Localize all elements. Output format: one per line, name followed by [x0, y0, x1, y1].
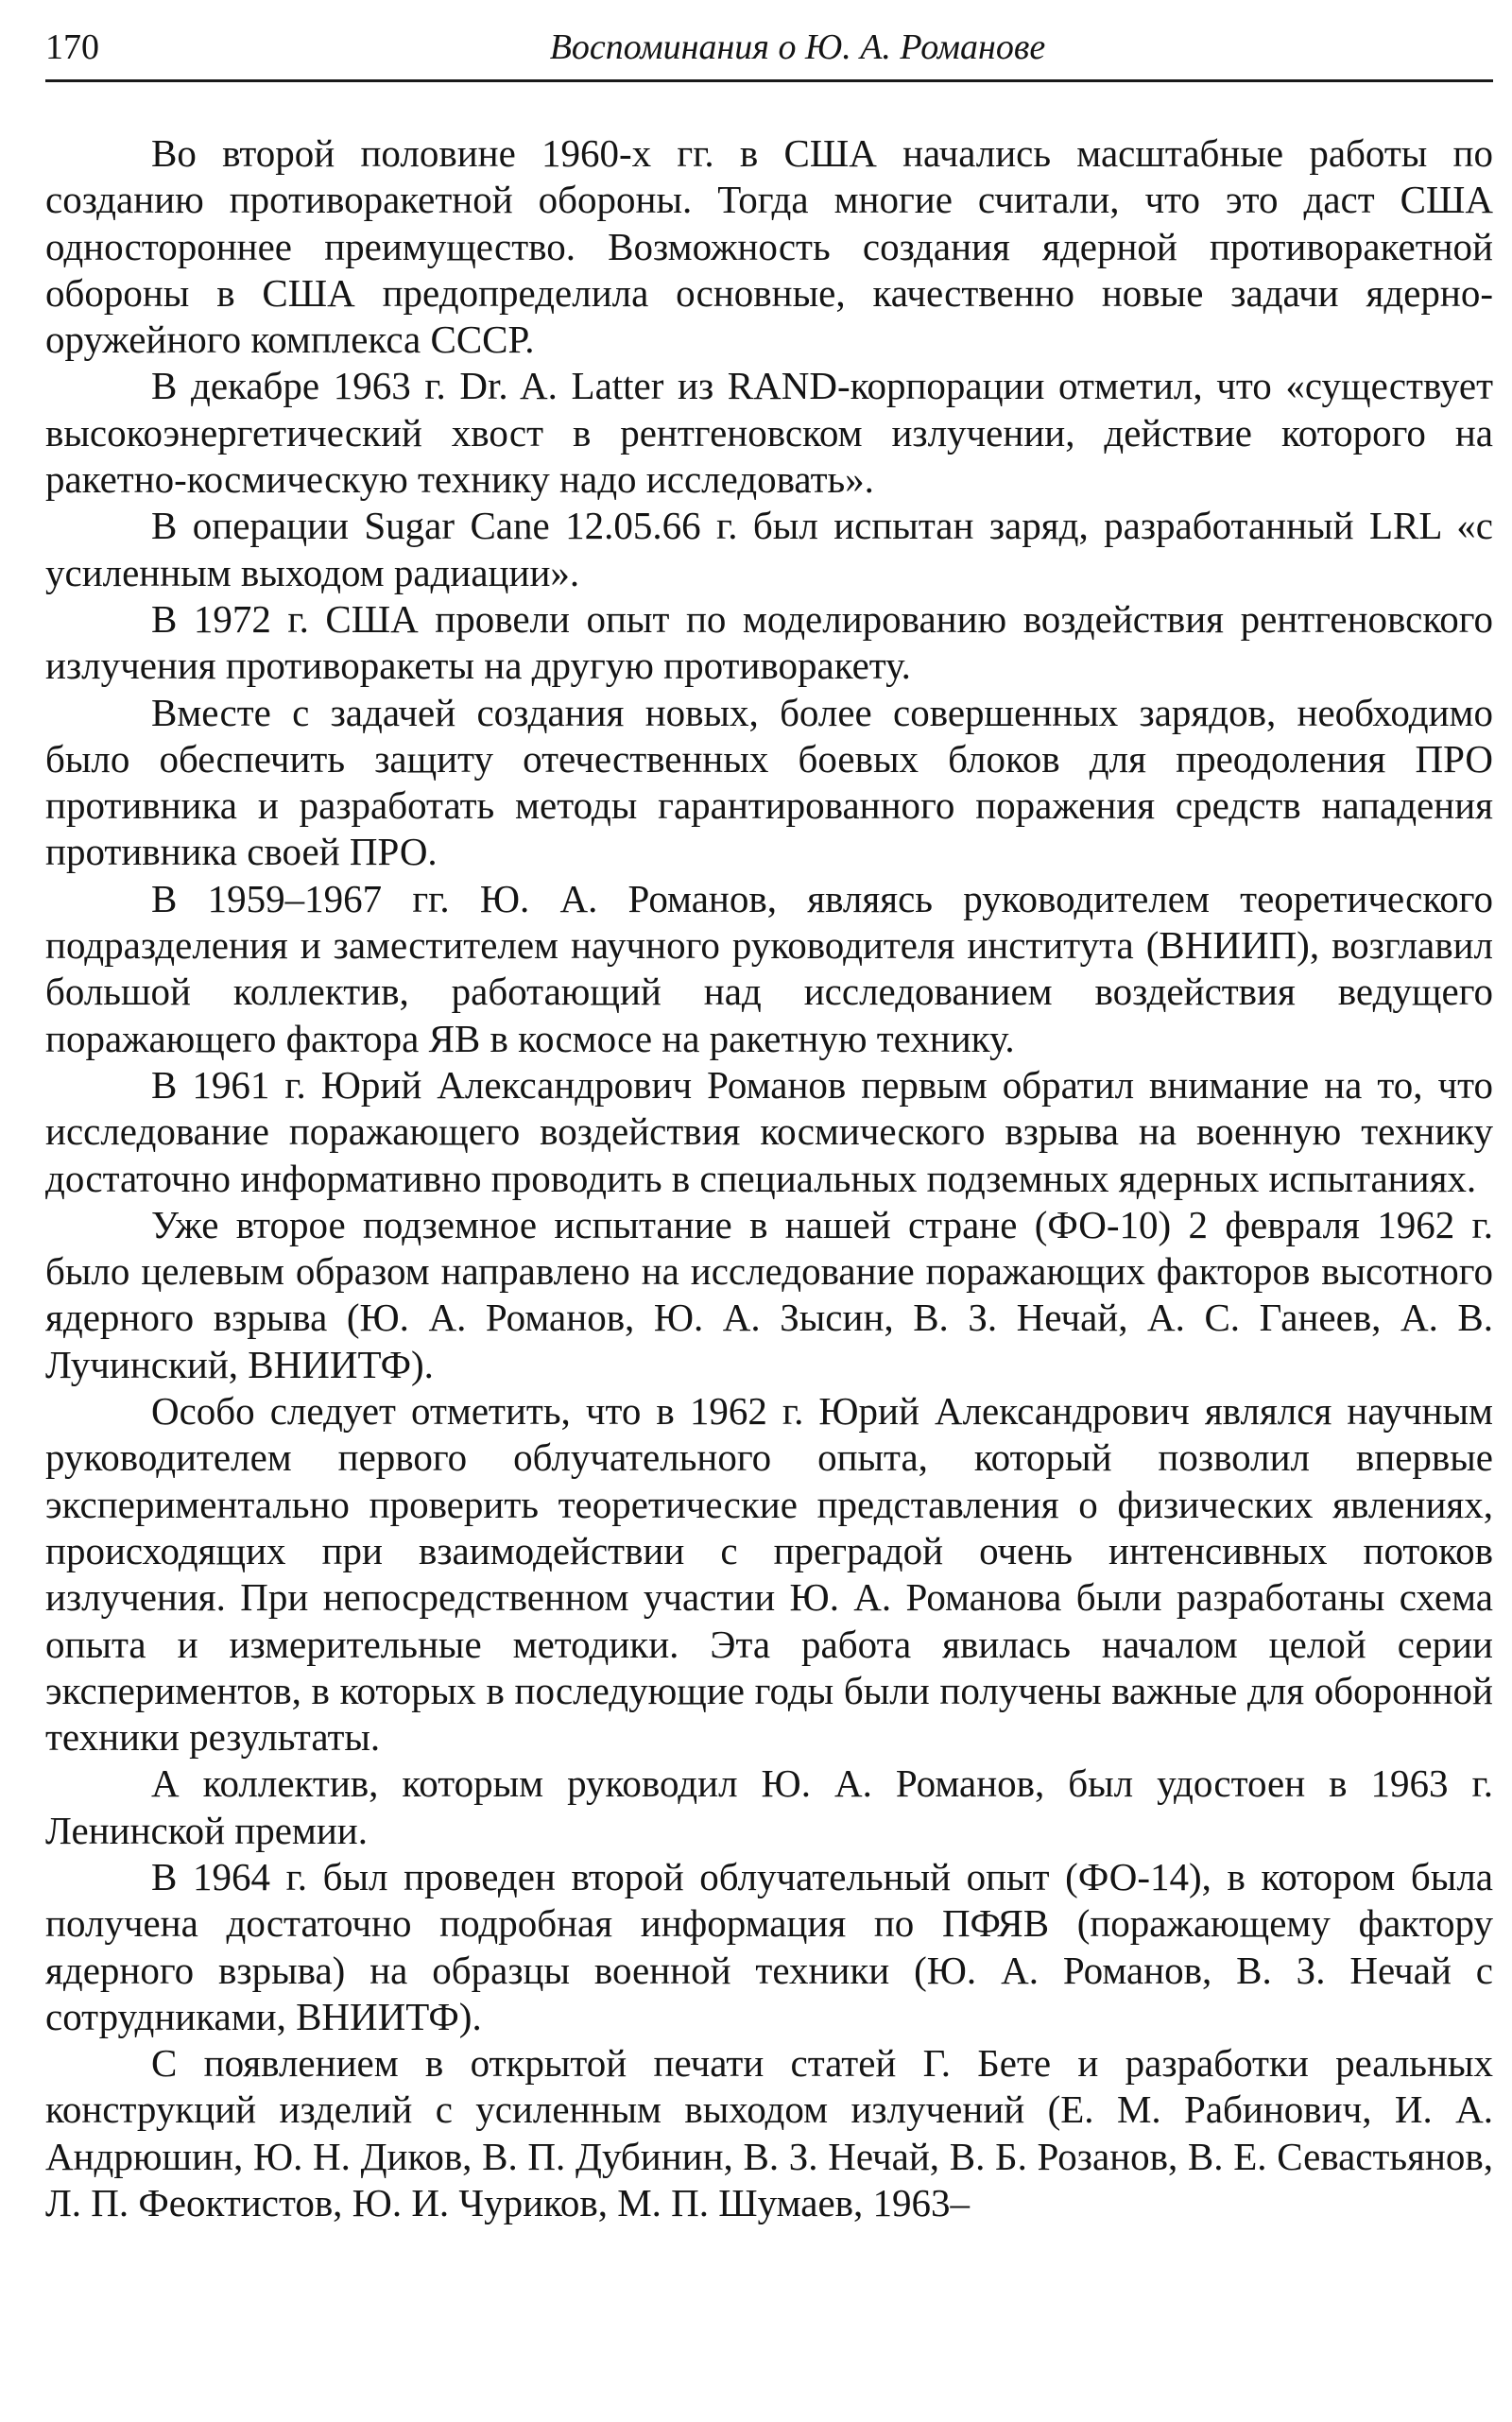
body-text [45, 130, 1493, 2226]
page-header [45, 21, 1493, 77]
paragraph: Во второй половине 1960-х гг. в США начались масштабные работы по созданию противоракетной обороны. Тогда многие считали, что это даст США одностороннее преимущество. Возможность создания ядерной противоракетной обороны в США предопределила основные, качественно новые задачи ядерно-оружейного комплекса СССР. [45, 131, 1493, 362]
paragraph: В декабре 1963 г. Dr. A. Latter из RAND-корпорации отметил, что «существует высокоэнергетический хвост в рентгеновском излучении, действие которого на ракетно-космическую технику надо исследовать». [45, 364, 1493, 502]
page-number: 170 [45, 27, 99, 67]
paragraph: В 1961 г. Юрий Александрович Романов первым обратил внимание на то, что исследование поражающего воздействия космического взрыва на военную технику достаточно информативно проводить в специальных подземных ядерных испытаниях. [45, 1062, 1493, 1200]
paragraph: В 1964 г. был проведен второй облучательный опыт (ФО-14), в котором была получена достаточно подробная информация по ПФЯВ (поражающему фактору ядерного взрыва) на образцы военной техники (Ю. А. Романов, В. З. Нечай с сотрудниками, ВНИИТФ). [45, 1854, 1493, 2038]
paragraph: Особо следует отметить, что в 1962 г. Юрий Александрович являлся научным руководителем первого облучательного опыта, который позволил впервые экспериментально проверить теоретические представления о физических явлениях, происходящих при взаимодействии с преградой очень интенсивных потоков излучения. При непосредственном участии Ю. А. Романова были разработаны схема опыта и измерительные методики. Эта работа явилась началом целой серии экспериментов, в которых в последующие годы были получены важные для оборонной техники результаты. [45, 1389, 1493, 1760]
paragraph: В 1959–1967 гг. Ю. А. Романов, являясь руководителем теоретического подразделения и заместителем научного руководителя института (ВНИИП), возглавил большой коллектив, работающий над исследованием воздействия ведущего поражающего фактора ЯВ в космосе на ракетную технику. [45, 876, 1493, 1060]
paragraph: Уже второе подземное испытание в нашей стране (ФО-10) 2 февраля 1962 г. было целевым образом направлено на исследование поражающих факторов высотного ядерного взрыва (Ю. А. Романов, Ю. А. Зысин, В. З. Нечай, А. С. Ганеев, А. В. Лучинский, ВНИИТФ). [45, 1202, 1493, 1386]
paragraph: А коллектив, которым руководил Ю. А. Романов, был удостоен в 1963 г. Ленинской премии. [45, 1761, 1493, 1852]
paragraph: В 1972 г. США провели опыт по моделированию воздействия рентгеновского излучения противоракеты на другую противоракету. [45, 596, 1493, 688]
paragraph: В операции Sugar Cane 12.05.66 г. был испытан заряд, разработанный LRL «с усиленным выходом радиации». [45, 504, 1493, 594]
header-rule [45, 79, 1493, 82]
paragraph: С появлением в открытой печати статей Г. Бете и разработки реальных конструкций изделий с усиленным выходом излучений (Е. М. Рабинович, И. А. Андрюшин, Ю. Н. Диков, В. П. Дубинин, В. З. Нечай, В. Б. Розанов, В. Е. Севастьянов, Л. П. Феоктистов, Ю. И. Чуриков, М. П. Шумаев, 1963– [45, 2041, 1493, 2225]
running-title: Воспоминания о Ю. А. Романове [549, 27, 1046, 67]
paragraph: Вместе с задачей создания новых, более совершенных зарядов, необходимо было обеспечить защиту отечественных боевых блоков для преодоления ПРО противника и разработать методы гарантированного поражения средств нападения противника своей ПРО. [45, 690, 1493, 874]
